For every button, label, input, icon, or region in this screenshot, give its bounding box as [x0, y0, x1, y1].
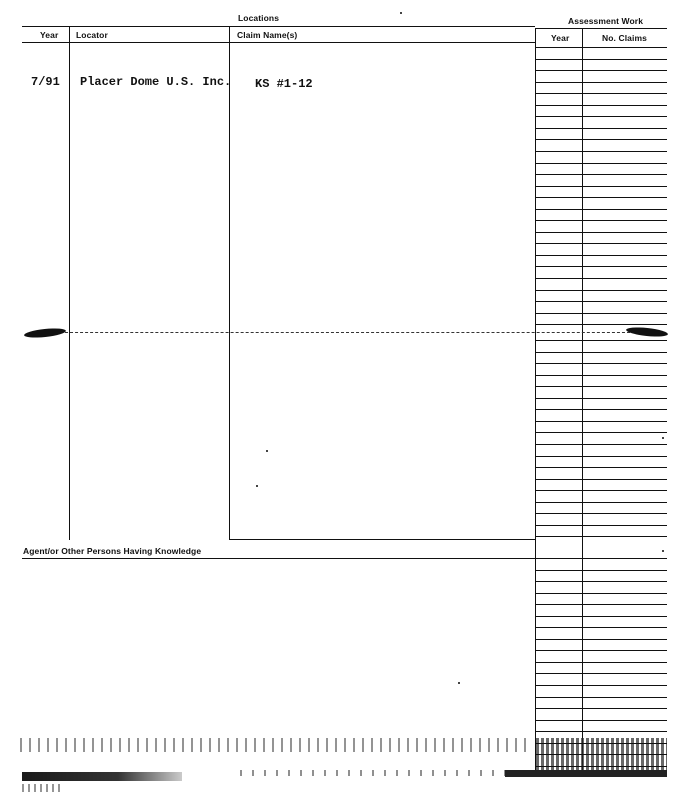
- assessment-row-line: [535, 278, 667, 279]
- entry-claim-name: KS #1-12: [255, 77, 313, 91]
- column-header-assessment-year: Year: [551, 33, 570, 43]
- assessment-row-line: [535, 290, 667, 291]
- assessment-header-top-rule: [535, 28, 667, 29]
- assessment-row-line: [535, 386, 667, 387]
- assessment-row-line: [535, 432, 667, 433]
- header-top-rule: [22, 26, 535, 27]
- assessment-row-line: [535, 720, 667, 721]
- assessment-row-line: [535, 105, 667, 106]
- assessment-row-line: [535, 243, 667, 244]
- scan-noise-corner: [22, 784, 62, 792]
- assessment-row-line: [535, 93, 667, 94]
- assessment-row-line: [535, 616, 667, 617]
- assessment-row-line: [535, 301, 667, 302]
- assessment-row-line: [535, 197, 667, 198]
- assessment-row-line: [535, 662, 667, 663]
- assessment-row-line: [535, 116, 667, 117]
- assessment-row-line: [535, 697, 667, 698]
- assessment-row-line: [535, 673, 667, 674]
- speck: [662, 437, 664, 439]
- assessment-row-line: [535, 581, 667, 582]
- assessment-row-line: [535, 754, 667, 755]
- entry-locator: Placer Dome U.S. Inc.: [80, 75, 232, 89]
- assessment-row-line: [535, 421, 667, 422]
- fold-mark-left: [24, 327, 67, 339]
- fold-line: [60, 332, 635, 333]
- assessment-row-line: [535, 209, 667, 210]
- assessment-row-line: [535, 456, 667, 457]
- assessment-row-line: [535, 59, 667, 60]
- speck: [266, 450, 268, 452]
- assessment-row-line: [535, 174, 667, 175]
- assessment-row-line: [535, 766, 667, 767]
- assessment-row-line: [535, 313, 667, 314]
- speck: [256, 485, 258, 487]
- assessment-row-line: [535, 82, 667, 83]
- assessment-row-line: [535, 70, 667, 71]
- speck: [458, 682, 460, 684]
- assessment-row-line: [535, 444, 667, 445]
- locations-heading: Locations: [238, 13, 280, 23]
- assessment-row-line: [535, 536, 667, 537]
- assessment-row-line: [535, 604, 667, 605]
- header-bottom-rule: [22, 42, 535, 43]
- assessment-row-line: [535, 324, 667, 325]
- assessment-row-line: [535, 731, 667, 732]
- assessment-row-line: [535, 220, 667, 221]
- assessment-row-line: [535, 490, 667, 491]
- assessment-row-line: [535, 128, 667, 129]
- assessment-row-line: [535, 163, 667, 164]
- assessment-row-line: [535, 558, 667, 559]
- assessment-row-line: [535, 352, 667, 353]
- scan-noise-bottom: [22, 772, 182, 781]
- assessment-row-line: [535, 708, 667, 709]
- assessment-row-line: [535, 513, 667, 514]
- column-header-year: Year: [40, 30, 59, 40]
- assessment-row-line: [535, 685, 667, 686]
- assessment-row-line: [535, 47, 667, 48]
- assessment-work-heading: Assessment Work: [568, 16, 644, 26]
- assessment-row-line: [535, 398, 667, 399]
- assessment-row-line: [535, 409, 667, 410]
- assessment-row-line: [535, 650, 667, 651]
- assessment-row-line: [535, 232, 667, 233]
- speck: [662, 550, 664, 552]
- scan-noise: [20, 738, 530, 752]
- assessment-row-line: [535, 479, 667, 480]
- agent-section-rule: [22, 558, 535, 559]
- column-divider-locator: [229, 26, 230, 540]
- assessment-row-line: [535, 570, 667, 571]
- fold-mark-right: [626, 326, 669, 338]
- assessment-row-line: [535, 743, 667, 744]
- assessment-row-line: [535, 627, 667, 628]
- speck: [400, 12, 402, 14]
- assessment-row-line: [535, 255, 667, 256]
- assessment-row-line: [535, 266, 667, 267]
- assessment-row-line: [535, 502, 667, 503]
- assessment-row-line: [535, 139, 667, 140]
- assessment-row-line: [535, 186, 667, 187]
- column-header-claim-names: Claim Name(s): [237, 30, 298, 40]
- scan-noise-bottom-right: [505, 770, 667, 777]
- assessment-row-line: [535, 525, 667, 526]
- assessment-row-line: [535, 467, 667, 468]
- entry-year: 7/91: [31, 75, 60, 89]
- assessment-row-line: [535, 639, 667, 640]
- agent-section-heading: Agent/or Other Persons Having Knowledge: [23, 546, 202, 556]
- assessment-row-line: [535, 151, 667, 152]
- assessment-row-line: [535, 340, 667, 341]
- locations-bottom-rule: [229, 539, 535, 540]
- column-divider-year: [69, 26, 70, 540]
- column-header-locator: Locator: [76, 30, 108, 40]
- column-header-no-claims: No. Claims: [602, 33, 647, 43]
- assessment-row-line: [535, 593, 667, 594]
- assessment-row-line: [535, 375, 667, 376]
- assessment-row-line: [535, 363, 667, 364]
- scan-noise-bottom-mid: [240, 770, 520, 776]
